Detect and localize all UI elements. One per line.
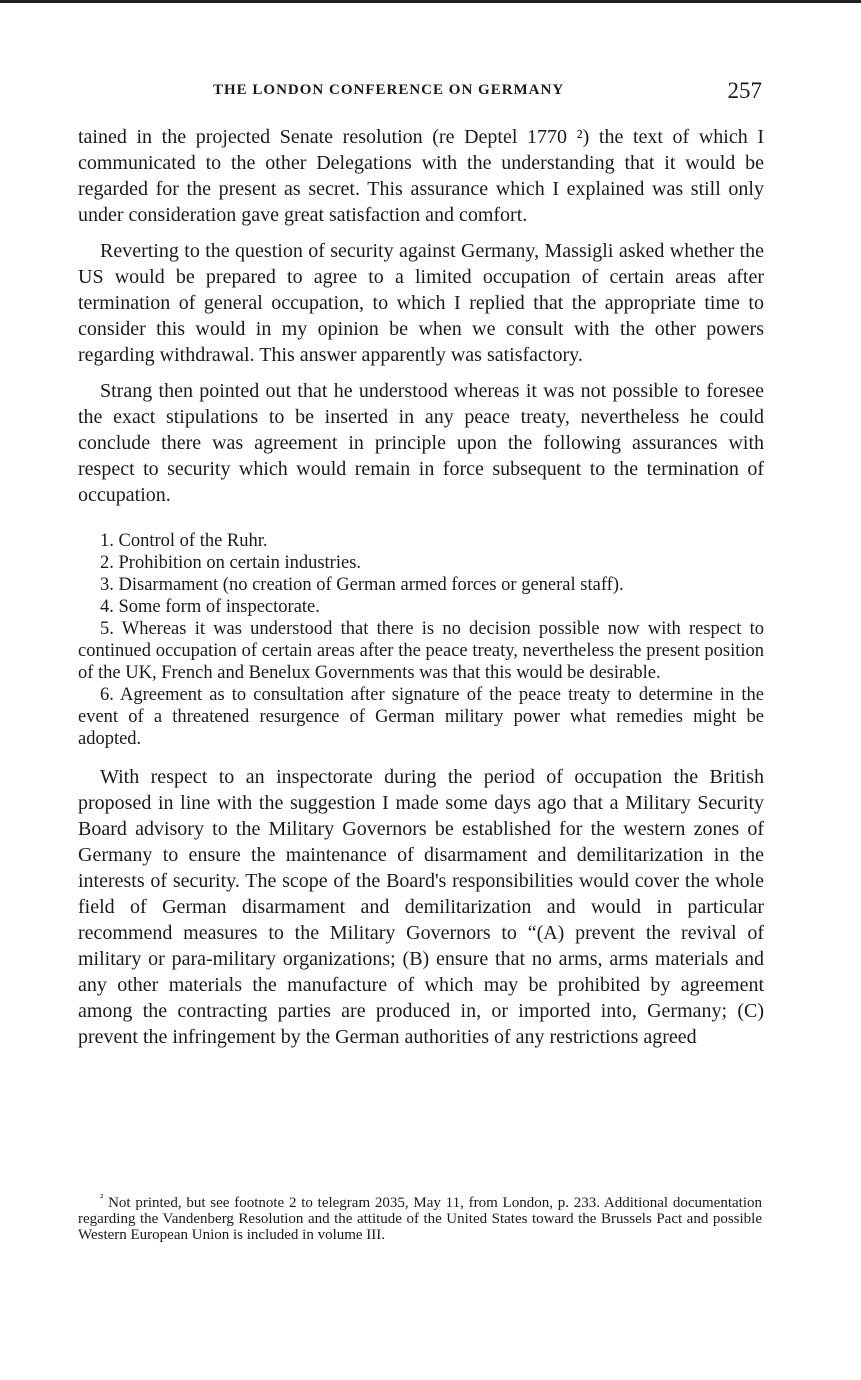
paragraph-continuation: tained in the projected Senate resolution (re Deptel 1770 ²) the text of which I communicated to the other Delegations with the understanding that it would be regarded for the present as secret. This assurance which I explained was still only under consideration gave great satisfaction and comfort. bbox=[78, 126, 764, 226]
paragraph-massigli: Reverting to the question of security against Germany, Massigli asked whether the US would be prepared to agree to a limited occupation of certain areas after termination of general occupation, to which I replied that the appropriate time to consider this would in my opinion be when we consult with the other powers regarding withdrawal. This answer apparently was satisfactory. bbox=[78, 240, 764, 366]
list-item: 2. Prohibition on certain industries. bbox=[100, 553, 362, 573]
list-item: 1. Control of the Ruhr. bbox=[100, 531, 268, 551]
paragraph-inspectorate: With respect to an inspectorate during the period of occupation the British proposed in line with the suggestion I made some days ago that a Military Security Board advisory to the Military Governors be established for the western zones of Germany to ensure the maintenance of disarmament and demilitarization in the interests of security. The scope of the Board's responsibilities would cover the whole field of German disarmament and demilitarization and would in particular recommend measures to the Military Governors to “(A) prevent the revival of military or para-military organizations; (B) ensure that no arms, arms materials and any other materials the manufacture of which may be prohibited by agreement among the contracting parties are produced in, or imported into, Germany; (C) prevent the infringement by the German authorities of any restrictions agreed bbox=[78, 766, 764, 1048]
top-border-rule bbox=[0, 0, 861, 3]
footnotes bbox=[78, 1192, 762, 1243]
list-item: 3. Disarmament (no creation of German armed forces or general staff). bbox=[100, 575, 624, 595]
body-text bbox=[78, 124, 764, 1060]
list-item: 5. Whereas it was understood that there is no decision possible now with respect to continued occupation of certain areas after the peace treaty, nevertheless the present position of the UK, French and Benelux Governments was that this would be desirable. bbox=[78, 619, 764, 683]
list-item: 6. Agreement as to consultation after signature of the peace treaty to determine in the event of a threatened resurgence of German military power what remedies might be adopted. bbox=[78, 685, 764, 749]
page-number: 257 bbox=[727, 78, 762, 103]
paragraph-strang: Strang then pointed out that he understood whereas it was not possible to foresee the exact stipulations to be inserted in any peace treaty, nevertheless he could conclude there was agreement in principle upon the following assurances with respect to security which would remain in force subsequent to the termination of occupation. bbox=[78, 380, 764, 506]
footnote-marker: ² bbox=[100, 1192, 104, 1204]
footnote-text: Not printed, but see footnote 2 to telegram 2035, May 11, from London, p. 233. Additional documentation regarding the Vandenberg Resolution and the attitude of the United States toward the Brussels Pact and possible Western European Union is included in volume III. bbox=[78, 1195, 762, 1243]
running-head: THE LONDON CONFERENCE ON GERMANY bbox=[213, 82, 565, 98]
page-header bbox=[78, 78, 768, 108]
footnote-2 bbox=[78, 1192, 762, 1243]
assurances-list bbox=[78, 530, 764, 750]
list-item: 4. Some form of inspectorate. bbox=[100, 597, 320, 617]
